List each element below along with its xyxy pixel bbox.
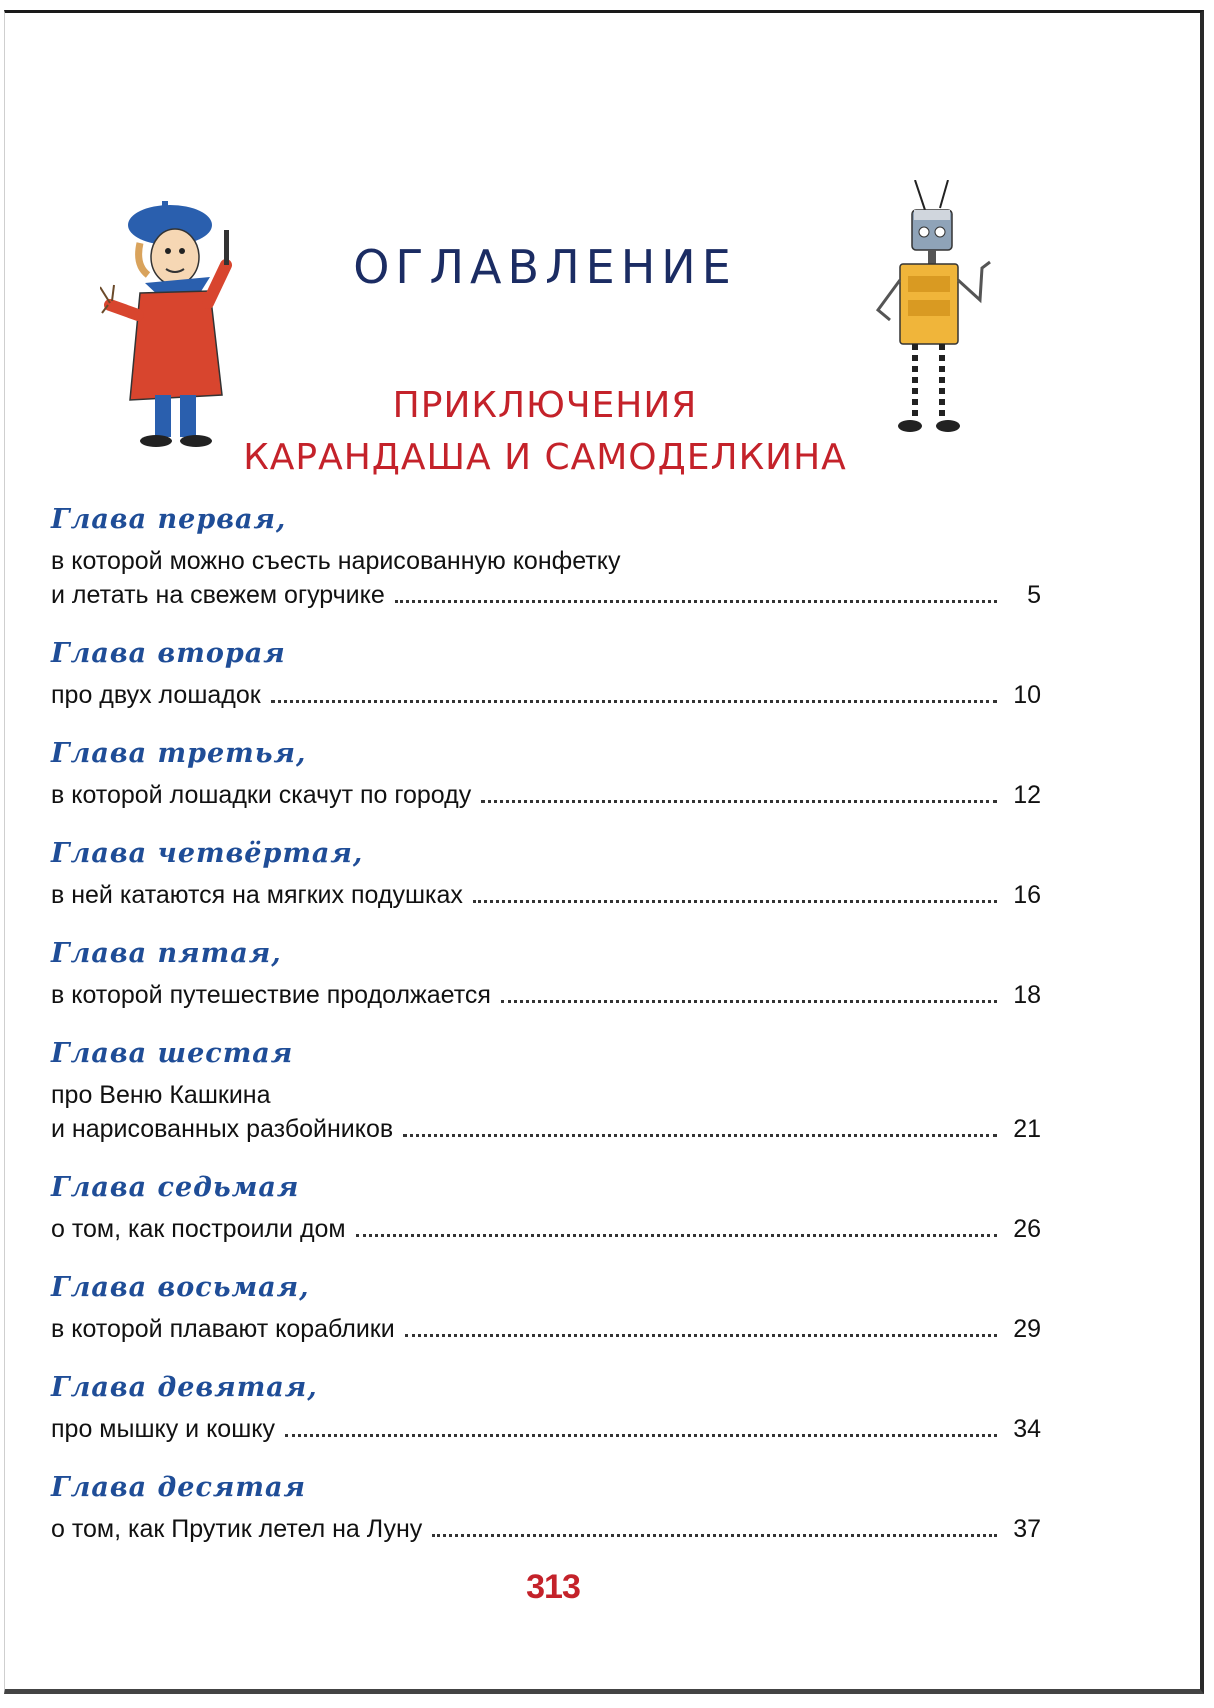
chapter-page-number: 16 [1013, 881, 1041, 909]
description-text: и летать на свежем огурчике [51, 581, 385, 609]
chapter-heading: Глава вторая [51, 638, 286, 669]
chapter-page-number: 5 [1027, 581, 1041, 609]
description-text: про мышку и кошку [51, 1415, 275, 1443]
chapter-heading: Глава четвёртая, [51, 838, 364, 869]
chapter-page-number: 26 [1013, 1215, 1041, 1243]
chapter-heading: Глава восьмая, [51, 1272, 310, 1303]
description-line-with-page [51, 878, 1041, 912]
toc-entry[interactable] [51, 634, 1041, 712]
chapter-page-number: 12 [1013, 781, 1041, 809]
chapter-page-number: 21 [1013, 1115, 1041, 1143]
description-text: в ней катаются на мягких подушках [51, 881, 463, 909]
toc-entry[interactable] [51, 500, 1041, 612]
description-line-with-page [51, 578, 1041, 612]
description-line-with-page [51, 1512, 1041, 1546]
description-line: про Веню Кашкина [51, 1081, 271, 1109]
dot-leader [473, 900, 997, 903]
chapter-description [51, 878, 1041, 912]
toc-entry[interactable] [51, 734, 1041, 812]
chapter-description [51, 544, 1041, 612]
dot-leader [395, 600, 997, 603]
description-text: о том, как построили дом [51, 1215, 346, 1243]
description-text: в которой лошадки скачут по городу [51, 781, 472, 809]
dot-leader [432, 1534, 997, 1537]
book-title-line-2: КАРАНДАША И САМОДЕЛКИНА [243, 437, 847, 478]
chapter-heading: Глава девятая, [51, 1372, 318, 1403]
dot-leader [356, 1234, 997, 1237]
description-line-with-page [51, 1112, 1041, 1146]
chapter-heading: Глава первая, [51, 504, 287, 535]
description-text: в которой плавают кораблики [51, 1315, 395, 1343]
page-title: ОГЛАВЛЕНИЕ [353, 240, 737, 294]
dot-leader [403, 1134, 997, 1137]
dot-leader [405, 1334, 997, 1337]
chapter-description [51, 1212, 1041, 1246]
description-text: и нарисованных разбойников [51, 1115, 394, 1143]
toc-entry[interactable] [51, 1468, 1041, 1546]
chapter-description [51, 778, 1041, 812]
chapter-description [51, 678, 1041, 712]
chapter-page-number: 34 [1013, 1415, 1041, 1443]
description-text: в которой путешествие продолжается [51, 981, 491, 1009]
book-title-line-1: ПРИКЛЮЧЕНИЯ [392, 385, 698, 426]
chapter-page-number: 29 [1013, 1315, 1041, 1343]
dot-leader [271, 700, 997, 703]
toc-entry[interactable] [51, 1168, 1041, 1246]
toc-entry[interactable] [51, 1268, 1041, 1346]
description-line-with-page [51, 678, 1041, 712]
chapter-description [51, 1312, 1041, 1346]
chapter-heading: Глава пятая, [51, 938, 282, 969]
description-line-with-page [51, 1212, 1041, 1246]
chapter-heading: Глава третья, [51, 738, 307, 769]
page-number: 313 [526, 1568, 580, 1606]
table-of-contents [51, 500, 1041, 1546]
book-title [0, 380, 1090, 484]
chapter-description [51, 1512, 1041, 1546]
toc-entry[interactable] [51, 1368, 1041, 1446]
toc-entry[interactable] [51, 934, 1041, 1012]
chapter-page-number: 18 [1013, 981, 1041, 1009]
chapter-heading: Глава седьмая [51, 1172, 300, 1203]
dot-leader [481, 800, 997, 803]
toc-entry[interactable] [51, 834, 1041, 912]
description-text: про двух лошадок [51, 681, 261, 709]
description-line-with-page [51, 1412, 1041, 1446]
description-line-with-page [51, 778, 1041, 812]
chapter-page-number: 37 [1013, 1515, 1041, 1543]
chapter-description [51, 1412, 1041, 1446]
description-line-with-page [51, 1312, 1041, 1346]
chapter-description [51, 978, 1041, 1012]
dot-leader [285, 1434, 997, 1437]
dot-leader [501, 1000, 997, 1003]
chapter-heading: Глава шестая [51, 1038, 294, 1069]
chapter-page-number: 10 [1013, 681, 1041, 709]
description-text: о том, как Прутик летел на Луну [51, 1515, 423, 1543]
toc-entry[interactable] [51, 1034, 1041, 1146]
chapter-description [51, 1078, 1041, 1146]
chapter-heading: Глава десятая [51, 1472, 306, 1503]
description-line-with-page [51, 978, 1041, 1012]
description-line: в которой можно съесть нарисованную конфетку [51, 547, 621, 575]
